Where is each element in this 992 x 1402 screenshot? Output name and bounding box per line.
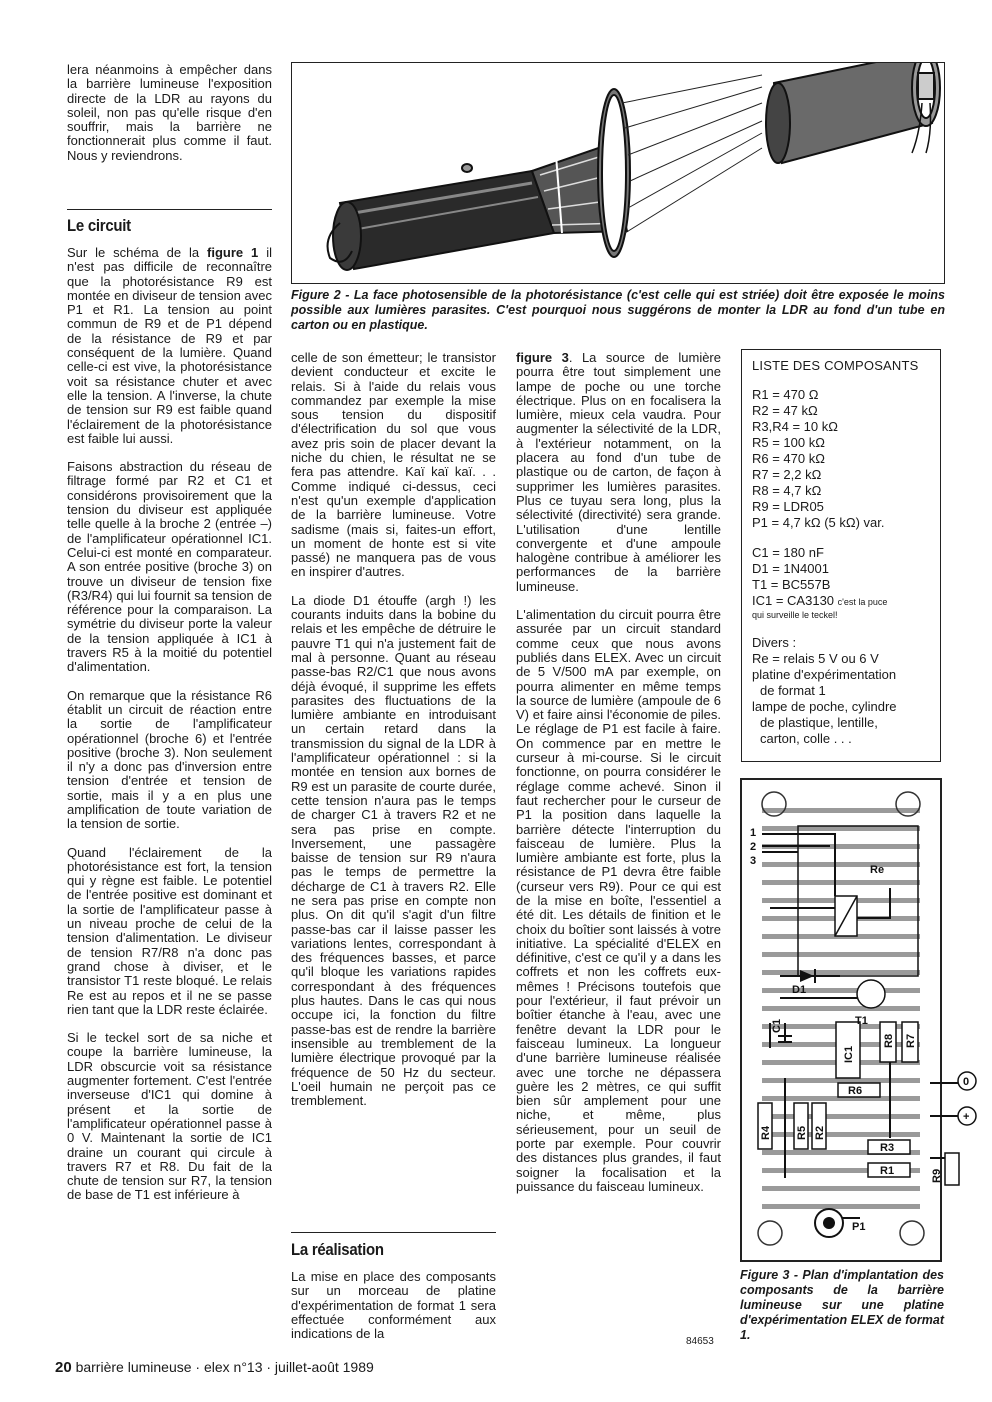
circuit-paragraph-3: On remarque que la résistance R6 établit un circuit de réaction entre la sortie de l'amplificateur opérationnel (broche 6) et l'entrée positive (broche 3). Non seulement il n'y a donc pas d'inversion entre tension d'entrée et tension de sortie, mais il y a en plus une amplification de toute variation de la tension de sortie. — [67, 687, 272, 832]
column-2 — [291, 351, 496, 1122]
flashlight — [328, 89, 630, 270]
figure-2-caption: Figure 2 - La face photosensible de la photorésistance (c'est celle qui est striée) doit être exposée le moins possible aux lumières parasites. C'est pourquoi nous suggérons de monter la LDR au fond d'un tube en carton ou en plastique. — [291, 288, 945, 332]
divers-line: de format 1 — [760, 683, 826, 698]
label-re: Re — [870, 864, 885, 876]
t1-body — [857, 980, 885, 1008]
label-d1: D1 — [792, 984, 807, 996]
label-r7: R7 — [905, 1033, 917, 1048]
section-rule-circuit — [67, 209, 272, 210]
part-line: R7 = 2,2 kΩ — [752, 467, 822, 482]
column-2-paragraph-1: celle de son émetteur; le transistor devient conducteur et excite le relais. Si à l'aide du relais vous commandez par exemple la mise sous tension du dispositif d'électrification du sol que vous avez pris soin de placer devant la niche du chien, le résultat ne se fera pas attendre. Kaï kaï kaï. . . Comme indiqué ci-dessus, ceci n'est qu'un exemple d'application de la barrière lumineuse. Votre sadisme (mais si, faites-un effort, un moment de honte est si vite passé) ne manquera pas de vous en inspirer d'autres. — [291, 350, 496, 580]
label-r8: R8 — [883, 1033, 895, 1048]
divers-line: carton, colle . . . — [760, 731, 852, 746]
part-line: R2 = 47 kΩ — [752, 403, 818, 418]
figure-3-caption: Figure 3 - Plan d'implantation des composants de la barrière lumineuse sur une platine d'expérimentation ELEX de format 1. — [740, 1268, 944, 1342]
divers-line: Re = relais 5 V ou 6 V — [752, 651, 879, 666]
label-r4: R4 — [760, 1125, 772, 1140]
part-line: T1 = BC557B — [752, 577, 831, 592]
column-2-paragraph-2: La diode D1 étouffe (argh !) les courants induits dans la bobine du relais et les empêche de détruire le pauvre T1 qui n'a justement fait de mal à personne. Quant au réseau passe-bas R2/C1 que nous avons déjà évoqué, il supprime les effets parasites des fluctuations de la lumière ambiante en introduisant un certain retard dans la transmission du signal de la LDR à l'amplificateur opérationnel : si la montée en tension aux bornes de R9 est un parasite de courte durée, cette tension n'aura pas le temps de charger C1 à travers R2 et ne sera pas prise en compte. Inversement, une passagère baisse de tension sur R9 n'aura pas le temps de permettre la décharge de C1 à travers R2. Elle ne sera pas prise en compte non plus. On dit qu'il s'agit d'un filtre passe-bas car il laisse passer les variations lentes, correspondant à des fréquences basses, et parce qu'il bloque les variations rapides correspondant à des fréquences plus hautes. Dans le cas qui nous occupe ici, la fonction du filtre passe-bas est de rendre la barrière insensible au tremblement de la lumière électrique provoqué par la fréquence de 50 Hz du secteur. L'oeil humain ne perçoit pas ce tremblement. — [291, 592, 496, 1109]
label-r1: R1 — [880, 1165, 895, 1177]
column-2-realisation — [291, 1240, 496, 1355]
column-1 — [67, 63, 272, 177]
column-3-paragraph-1: figure 3. La source de lumière pourra être tout simplement une lampe de poche ou une torche électrique. Plus on en focalisera la lumière, mieux cela vaudra. Pour augmenter la sélectivité de la LDR, à l'extérieur notamment, on la placera au fond d'un tube de plastique ou de carton, de façon à supprimer les lumières parasites. Plus ce tuyau sera long, plus la sélectivité (directivité) sera grande. L'utilisation d'une lentille convergente et d'une ampoule halogène contribue à améliorer les performances de la barrière lumineuse. — [516, 350, 721, 594]
label-ic1: IC1 — [843, 1045, 855, 1063]
divers-line: platine d'expérimentation — [752, 667, 897, 682]
label-c1: C1 — [771, 1018, 783, 1033]
label-row-2: 2 — [750, 841, 757, 853]
flashlight-ldr-illustration — [292, 63, 944, 283]
part-line: C1 = 180 nF — [752, 545, 824, 560]
intro-paragraph: lera néanmoins à empêcher dans la barrière lumineuse l'exposition directe de la LDR au rayons du soleil, non pas qu'elle risque d'en souffrir, mais la barrière ne fonctionnerait plus comme il faut. Nous y reviendrons. — [67, 62, 272, 163]
part-line: R9 = LDR05 — [752, 499, 824, 514]
page-number: 20 — [55, 1359, 72, 1376]
column-3 — [516, 351, 721, 1208]
footer-text: barrière lumineuse · elex n°13 · juillet-août 1989 — [71, 1359, 374, 1375]
label-t1: T1 — [855, 1015, 868, 1027]
column-1-body — [67, 216, 272, 1217]
board-layout-diagram — [740, 778, 990, 1262]
label-r2: R2 — [814, 1125, 826, 1140]
part-line: R8 = 4,7 kΩ — [752, 483, 822, 498]
cardboard-tube — [766, 63, 940, 163]
part-line: R6 = 470 kΩ — [752, 451, 825, 466]
part-note: qui surveille le teckel! — [752, 610, 838, 620]
column-3-paragraph-2: L'alimentation du circuit pourra être assurée par un circuit standard comme ceux que nous avons publiés dans ELEX. Avec un circuit de 5 V/500 mA par exemple, on pourra alimenter en même temps la source de lumière (ampoule de 6 V) et faire ainsi l'économie de piles. Le réglage de P1 est facile à faire. On commence par en mettre le curseur à mi-course. Si le circuit fonctionne, on pourra considérer le réglage comme achevé. Sinon il faut rechercher pour le curseur de P1 la position dans laquelle la barrière détecte l'interruption du faisceau de lumière. Plus la lumière ambiante est forte, plus la résistance de P1 devra être faible (curseur vers R9). Pour ce qui est de la mise en boîte, l'essentiel a été dit. Les détails de finition et le choix du boîtier sont laissés à votre initiative. La spécialité d'ELEX en définitive, c'est ce qu'il y a dans les coffrets et non les coffrets eux-mêmes ! Précisons toutefois que pour l'extérieur, il faut prévoir un boîtier étanche à l'eau, avec une fenêtre devant la LDR pour le faisceau lumineux. La longueur d'une barrière lumineuse réalisée avec une torche ne dépassera guère les 2 mètres, ce qui suffit bien sûr amplement pour une niche, et même, plus sérieusement, pour un seuil de porte par exemple. Pour couvrir des distances plus grandes, il faut soigner la focalisation et la puissance du faisceau lumineux. — [516, 607, 721, 1194]
part-line: R5 = 100 kΩ — [752, 435, 825, 450]
part-line: R1 = 470 Ω — [752, 387, 819, 402]
part-line: D1 = 1N4001 — [752, 561, 829, 576]
page-footer — [55, 1359, 374, 1376]
realisation-paragraph: La mise en place des composants sur un morceau de platine d'expérimentation de format 1 sera effectuée conformément aux indications de la — [291, 1269, 496, 1342]
ldr-r9 — [945, 1153, 959, 1185]
part-line-ic: IC1 = CA3130 c'est la puce — [752, 593, 888, 608]
part-line: P1 = 4,7 kΩ (5 kΩ) var. — [752, 515, 885, 530]
parts-list-box — [741, 349, 941, 762]
label-terminal-zero: 0 — [963, 1076, 970, 1088]
article-code: 84653 — [686, 1336, 714, 1347]
figure-2-frame — [291, 62, 945, 284]
circuit-paragraph-1: Sur le schéma de la figure 1 il n'est pas difficile de reconnaître que la photorésistance R9 est montée en diviseur de tension avec P1 et R1. La tension au point commun de R9 et de P1 dépend de la résistance de R9 et par conséquent de la lumière. Quand celle-ci est vive, la photorésistance voit sa résistance chuter et avec elle la tension. A l'inverse, la chute de tension sur R9 est faible quand l'éclairement de la photorésistance est faible lui aussi. — [67, 245, 272, 446]
figure-3-board — [740, 778, 990, 1262]
label-r3: R3 — [880, 1142, 895, 1154]
label-r9: R9 — [931, 1168, 943, 1183]
circuit-paragraph-5: Si le teckel sort de sa niche et coupe la barrière lumineuse, la LDR obscurcie voit sa résistance augmenter fortement. C'est l'entrée inverseuse d'IC1 qui domine à présent et la sortie de l'amplificateur opérationnel passe à 0 V. Maintenant la sortie de IC1 draine un courant qui circule à travers R7 et R8. Du fait de la chute de tension sur R7, la tension de base de T1 est inférieure à — [67, 1030, 272, 1203]
label-r6: R6 — [848, 1085, 863, 1097]
label-row-3: 3 — [750, 855, 757, 867]
divers-line: de plastique, lentille, — [760, 715, 878, 730]
label-terminal-plus: + — [963, 1111, 970, 1123]
divers-title: Divers : — [752, 635, 797, 650]
section-heading-circuit: Le circuit — [67, 216, 131, 235]
label-r5: R5 — [796, 1125, 808, 1140]
circuit-paragraph-2: Faisons abstraction du réseau de filtrage formé par R2 et C1 et considérons provisoirement que la tension du diviseur est appliquée telle quelle à la broche 2 (entrée –) de l'amplificateur opérationnel IC1. Celui-ci est monté en comparateur. A son entrée positive (broche 3) on trouve un diviseur de tension fixe (R3/R4) qui lui fournit sa tension de référence pour la comparaison. La symétrie du diviseur porte la valeur de la tension appliquée à IC1 à travers R5 à la moitié du potentiel d'alimentation. — [67, 459, 272, 675]
label-row-1: 1 — [750, 827, 757, 839]
part-line: R3,R4 = 10 kΩ — [752, 419, 838, 434]
label-p1: P1 — [852, 1221, 866, 1233]
circuit-paragraph-4: Quand l'éclairement de la photorésistance est fort, la tension qui y règne est faible. Le potentiel de l'entrée positive est dominant et la sortie de l'amplificateur passe à un niveau proche de celui de la tension d'alimentation. Le diviseur de tension R7/R8 n'a donc pas grand chose à diviser, et le transistor T1 reste bloqué. Le relais Re est au repos et il ne se passe rien tant que la LDR reste éclairée. — [67, 844, 272, 1017]
light-beams — [622, 75, 762, 233]
section-heading-realisation: La réalisation — [291, 1240, 384, 1259]
divers-line: lampe de poche, cylindre — [752, 699, 897, 714]
parts-list-title: LISTE DES COMPOSANTS — [752, 358, 919, 373]
section-rule-realisation — [291, 1232, 496, 1233]
